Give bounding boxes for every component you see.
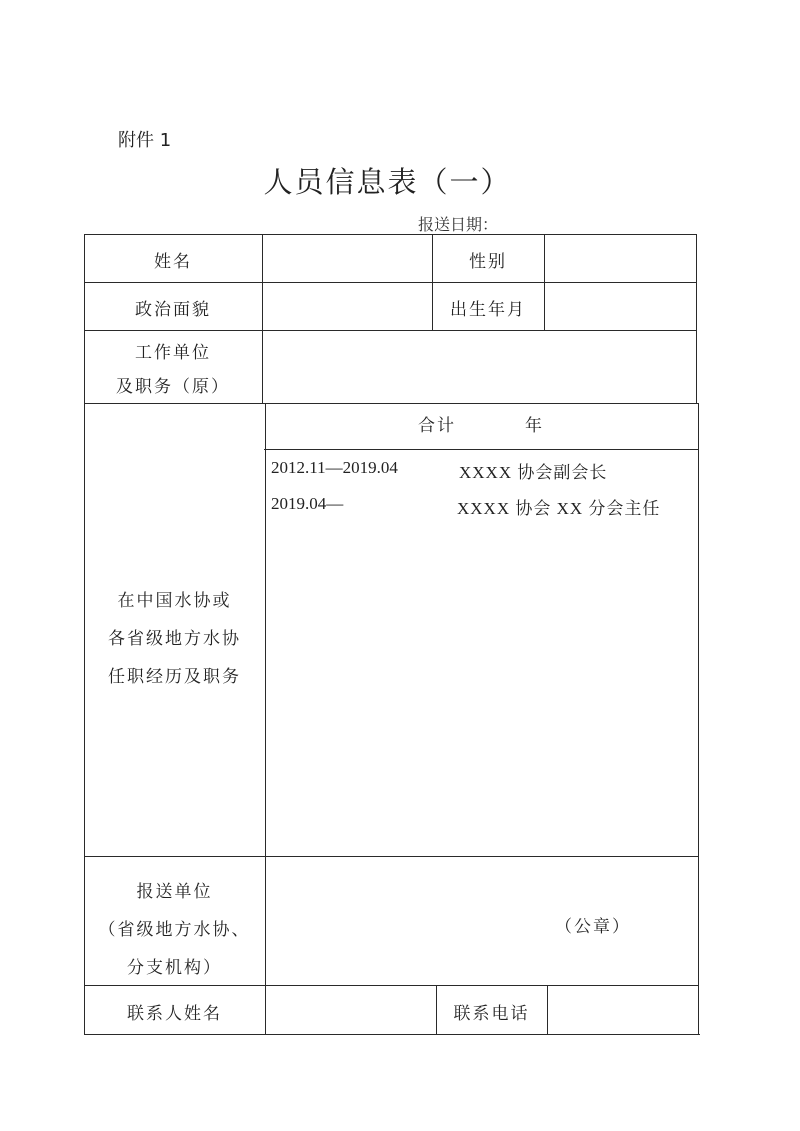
- birth-date-field[interactable]: [545, 283, 695, 330]
- history-list: [271, 458, 691, 530]
- row-divider: [84, 856, 699, 857]
- year-label: 年: [525, 416, 544, 436]
- contact-phone-field[interactable]: [548, 986, 698, 1034]
- gender-field[interactable]: [545, 235, 695, 282]
- table-border-right: [696, 234, 697, 403]
- birth-date-label: 出生年月: [450, 300, 526, 320]
- contact-phone-label: 联系电话: [453, 1004, 530, 1024]
- attachment-label: 附件 1: [118, 130, 172, 151]
- history-entry: [271, 458, 691, 494]
- workplace-label-line2: 及职务（原）: [116, 377, 230, 397]
- name-label: 姓名: [154, 252, 192, 272]
- table-border-right: [698, 403, 699, 1035]
- history-period: 2012.11—2019.04: [271, 458, 398, 477]
- history-label: [84, 579, 265, 699]
- submitter-label-line3: 分支机构）: [127, 958, 222, 978]
- history-period: 2019.04—: [271, 494, 344, 513]
- history-label-line1: 在中国水协或: [117, 591, 232, 611]
- gender-label: 性别: [469, 252, 507, 272]
- submitter-label-line1: 报送单位: [136, 882, 213, 902]
- submitter-label: [84, 870, 265, 990]
- contact-name-field[interactable]: [266, 986, 435, 1034]
- row-divider: [264, 449, 698, 450]
- total-years[interactable]: [266, 403, 698, 449]
- workplace-label: [84, 330, 262, 410]
- history-label-line2: 各省级地方水协: [108, 629, 241, 649]
- history-label-line3: 任职经历及职务: [108, 667, 241, 687]
- official-seal-label: （公章）: [555, 917, 631, 937]
- name-field[interactable]: [263, 235, 431, 282]
- history-role: XXXX 协会 XX 分会主任: [457, 499, 661, 518]
- column-divider: [265, 403, 266, 1035]
- workplace-field[interactable]: [263, 331, 695, 403]
- political-status-field[interactable]: [263, 283, 431, 330]
- submitter-label-line2: （省级地方水协、: [98, 920, 251, 940]
- page-title: 人员信息表（一）: [263, 165, 512, 199]
- history-entry: [271, 494, 691, 530]
- contact-name-label: 联系人姓名: [127, 1004, 222, 1024]
- political-status-label: 政治面貌: [135, 300, 211, 320]
- workplace-label-line1: 工作单位: [135, 343, 211, 363]
- total-label: 合计: [418, 416, 456, 436]
- history-role: XXXX 协会副会长: [459, 463, 608, 482]
- submit-date-label: 报送日期：: [418, 215, 499, 234]
